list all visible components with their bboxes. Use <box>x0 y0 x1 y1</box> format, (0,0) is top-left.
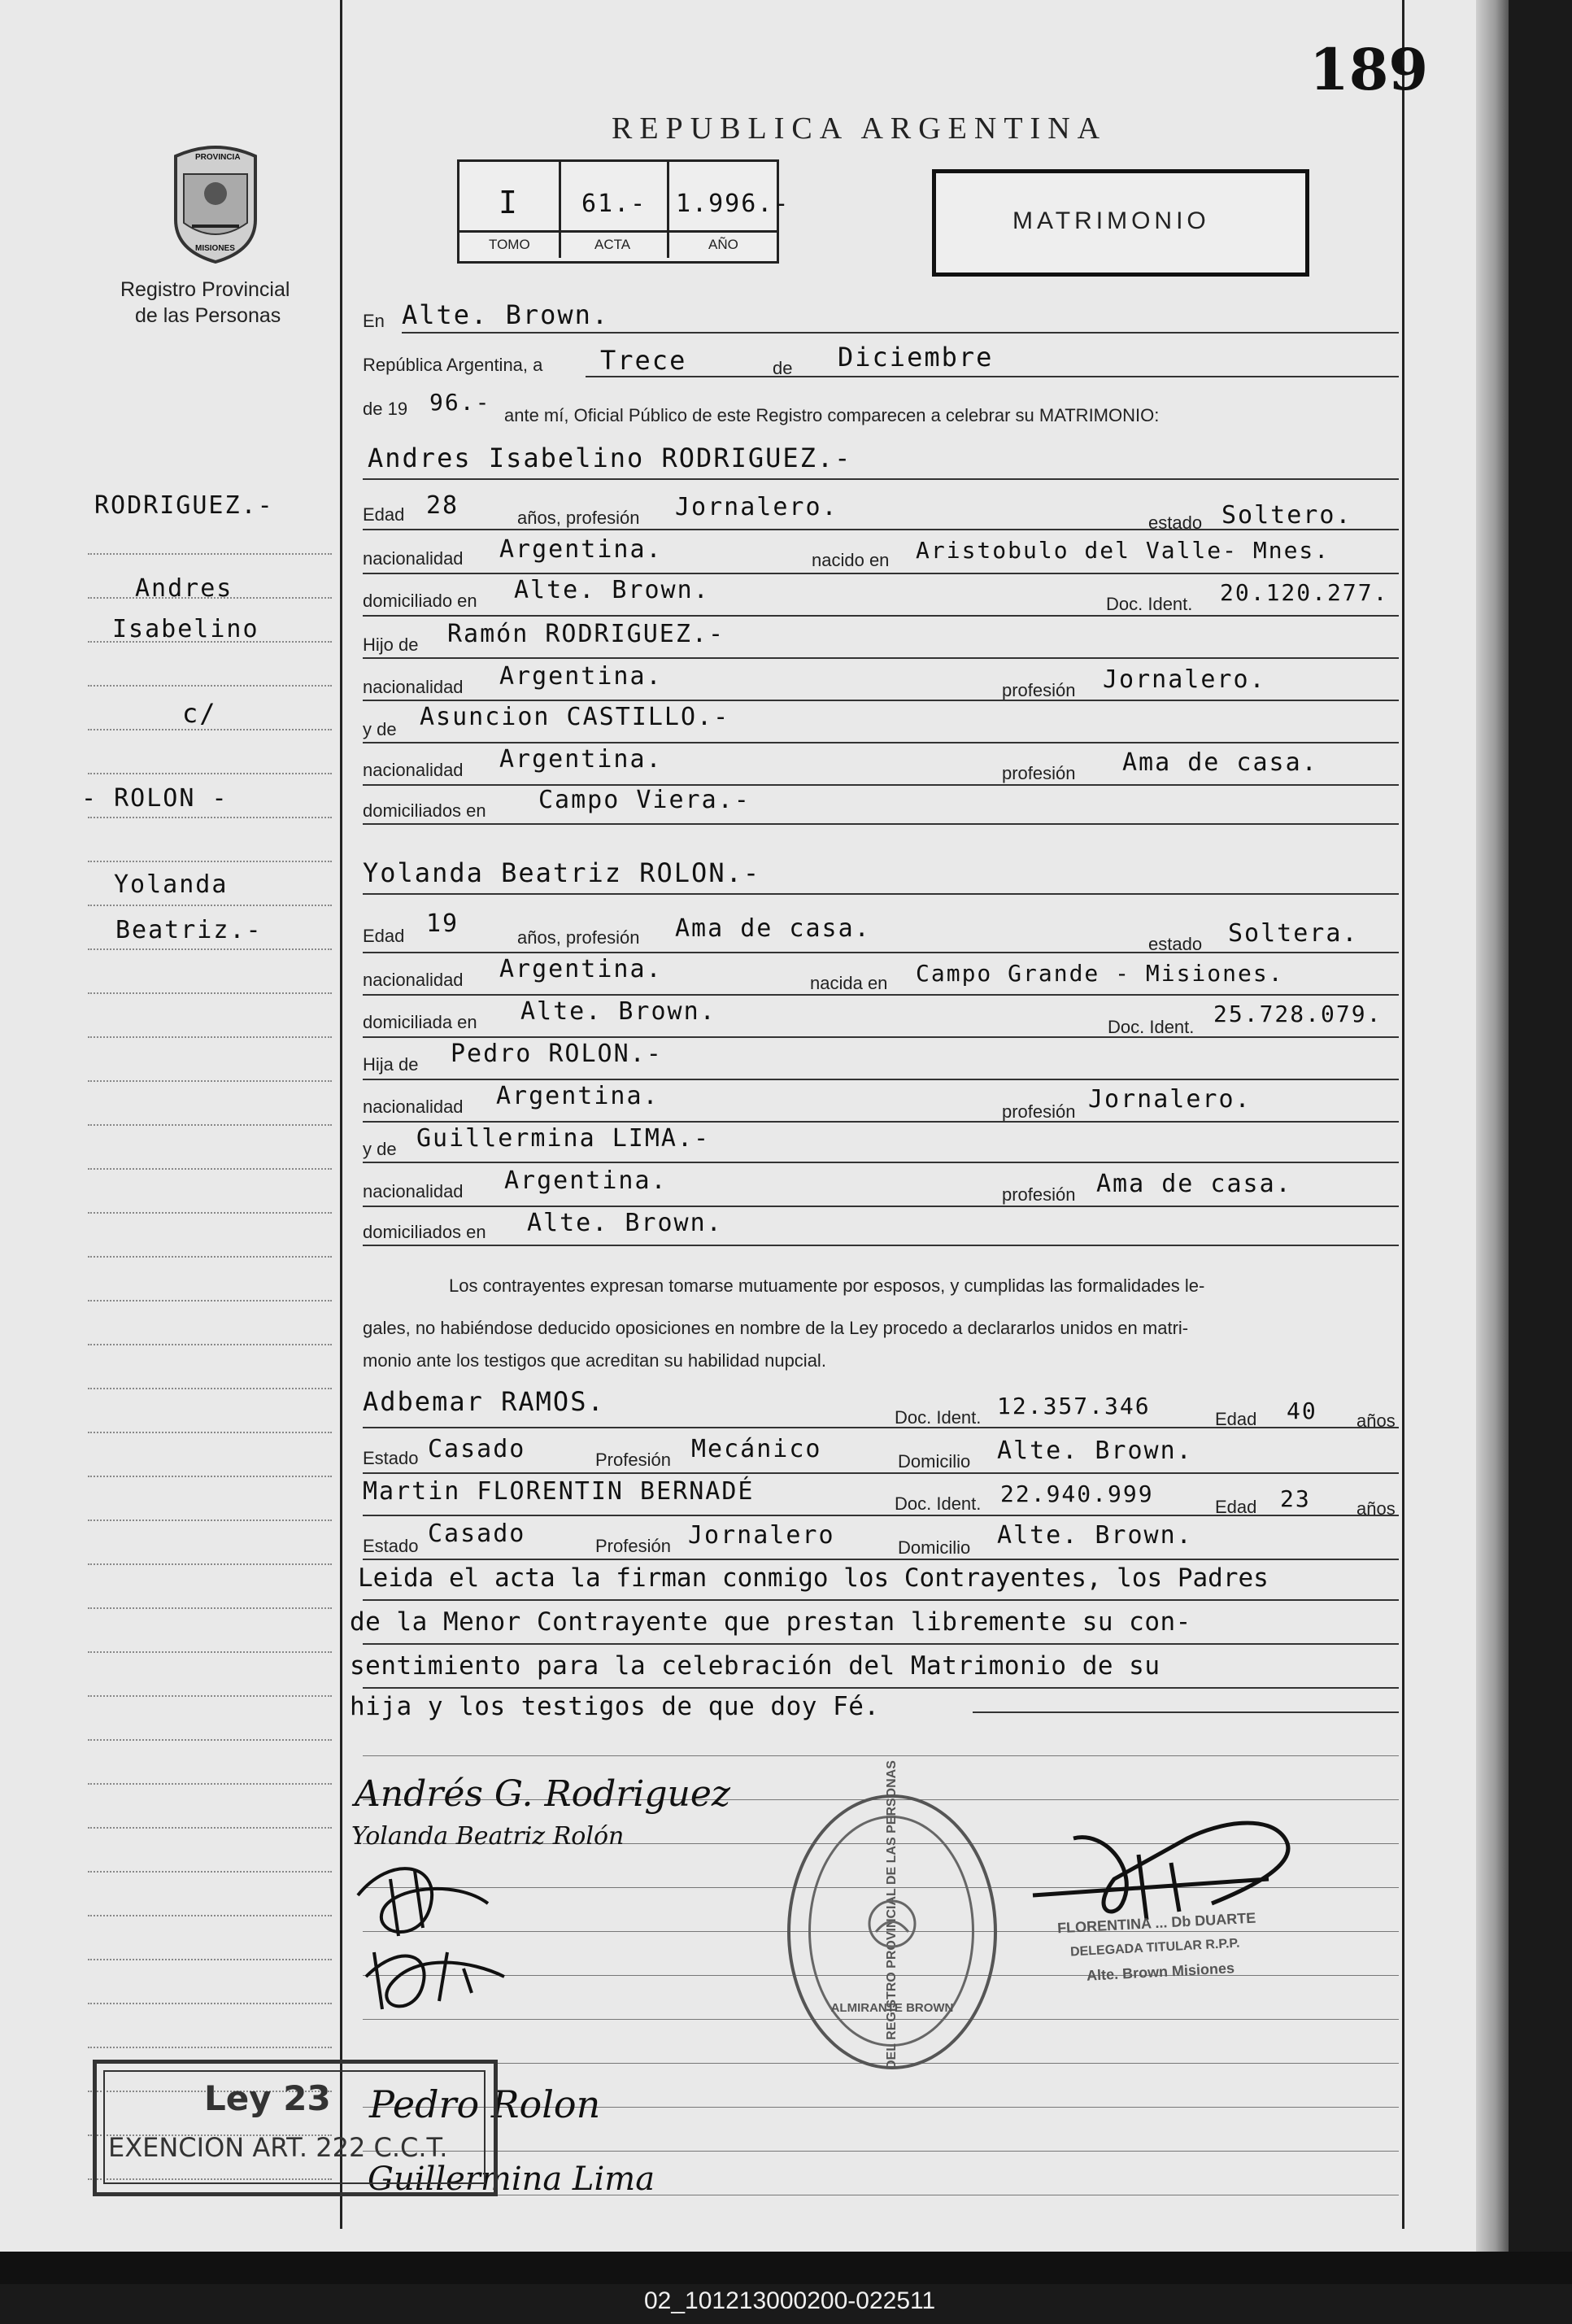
bride-edad-label: Edad <box>363 926 405 946</box>
groom-parents-dom-label: domiciliados en <box>363 800 486 821</box>
bride-domicilio: Alte. Brown. <box>520 997 716 1026</box>
witness1-domicilio-label: Domicilio <box>898 1451 971 1472</box>
groom-mother-prof-label: profesión <box>1002 763 1076 783</box>
groom-father-nac: Argentina. <box>499 662 663 691</box>
closing-line1: Leida el acta la firman conmigo los Contrayentes, los Padres <box>358 1563 1269 1593</box>
groom-nacionalidad: Argentina. <box>499 535 663 564</box>
seal-inner-text: ALMIRANTE BROWN <box>830 2001 954 2015</box>
tomo-label: TOMO <box>489 237 530 252</box>
intro-month: Diciembre <box>838 342 994 373</box>
bride-father: Pedro ROLON.- <box>451 1040 663 1068</box>
registry-seal <box>787 1760 997 2069</box>
groom-father-prof: Jornalero. <box>1103 665 1266 694</box>
bride-doc: 25.728.079. <box>1213 1001 1383 1027</box>
bride-signature: Yolanda Beatriz Rolón <box>351 1822 625 1851</box>
seal-outer-text: DEL REGISTRO PROVINCIAL DE LAS PERSONAS <box>885 1760 899 2069</box>
bride-parents-dom-label: domiciliados en <box>363 1222 486 1242</box>
bride-mother-nac: Argentina. <box>504 1166 668 1195</box>
en-label: En <box>363 311 385 331</box>
registry-line2: de las Personas <box>135 304 281 327</box>
witness2-profesion: Jornalero <box>688 1521 835 1550</box>
formal-line1: Los contrayentes expresan tomarse mutuamente por esposos, y cumplidas las formalidades le- <box>449 1275 1205 1296</box>
witness1-doc-label: Doc. Ident. <box>895 1407 982 1428</box>
bride-nacionalidad: Argentina. <box>499 955 663 983</box>
record-type: MATRIMONIO <box>1012 207 1210 234</box>
bride-nac-label: nacionalidad <box>363 970 464 990</box>
groom-edad: 28 <box>426 491 459 520</box>
ano-label: AÑO <box>708 237 738 252</box>
groom-yde-label: y de <box>363 719 397 739</box>
witness1-name: Adbemar RAMOS. <box>363 1386 605 1417</box>
witness1-estado-label: Estado <box>363 1448 419 1468</box>
witness2-anos-label: años <box>1356 1498 1396 1519</box>
bride-father-prof-label: profesión <box>1002 1101 1076 1122</box>
witness1-estado: Casado <box>428 1435 526 1463</box>
witness1-domicilio: Alte. Brown. <box>997 1437 1193 1465</box>
bride-nacida-label: nacida en <box>810 973 888 993</box>
year-prefix: de 19 <box>363 399 408 419</box>
exemption-line1: Ley 23 <box>204 2078 331 2118</box>
intro-de-label: de <box>773 358 793 378</box>
tomo-acta-ano-box <box>457 159 790 264</box>
registry-line1: Registro Provincial <box>120 278 290 301</box>
bride-mother-nac-label: nacionalidad <box>363 1181 464 1201</box>
bride-father-nac: Argentina. <box>496 1082 660 1110</box>
bride-mother-prof-label: profesión <box>1002 1184 1076 1205</box>
closing-line4: hija y los testigos de que doy Fé. <box>350 1692 880 1721</box>
witness-signature-scribbles <box>342 1847 569 2025</box>
bride-yde-label: y de <box>363 1139 397 1159</box>
acta-label: ACTA <box>594 237 631 252</box>
intro-place: Alte. Brown. <box>402 299 610 330</box>
margin-surname2: - ROLON - <box>81 784 229 813</box>
exemption-line2: EXENCION ART. 222 C.C.T. <box>108 2132 448 2163</box>
margin-given1a: Andres <box>135 574 233 603</box>
groom-mother-nac-label: nacionalidad <box>363 760 464 780</box>
groom-hijo-label: Hijo de <box>363 634 419 655</box>
acta-value: 61.- <box>581 190 647 218</box>
bride-nacida-en: Campo Grande - Misiones. <box>916 960 1284 987</box>
misiones-emblem <box>159 142 272 264</box>
country-title: REPUBLICA ARGENTINA <box>612 111 1108 146</box>
witness1-profesion-label: Profesión <box>595 1450 671 1470</box>
footer-image-id: 02_101213000200-022511 <box>644 2287 936 2314</box>
bride-hija-label: Hija de <box>363 1054 419 1075</box>
groom-full-name: Andres Isabelino RODRIGUEZ.- <box>368 443 852 473</box>
groom-estado-label: estado <box>1148 512 1203 533</box>
groom-domicilio: Alte. Brown. <box>514 576 710 604</box>
witness1-edad-label: Edad <box>1215 1409 1257 1429</box>
groom-mother-nac: Argentina. <box>499 745 663 774</box>
exemption-stamp <box>93 2060 498 2196</box>
witness2-domicilio: Alte. Brown. <box>997 1521 1193 1550</box>
intro-day: Trece <box>600 345 687 376</box>
groom-parents-dom: Campo Viera.- <box>538 786 751 814</box>
bride-edad: 19 <box>426 909 459 938</box>
mother-signature: Guillermina Lima <box>368 2160 655 2198</box>
matrimonio-box <box>932 169 1309 277</box>
witness1-anos-label: años <box>1356 1411 1396 1431</box>
groom-signature: Andrés G. Rodriguez <box>355 1773 731 1815</box>
bride-estado: Soltera. <box>1228 919 1359 948</box>
witness2-doc-label: Doc. Ident. <box>895 1493 982 1514</box>
ano-value: 1.996.- <box>676 190 790 218</box>
bride-father-prof: Jornalero. <box>1088 1085 1252 1114</box>
bride-mother: Guillermina LIMA.- <box>416 1124 711 1153</box>
official-stamp-line3: Alte. Brown Misiones <box>1086 1960 1235 1984</box>
bride-parents-dom: Alte. Brown. <box>527 1209 723 1237</box>
witness2-edad: 23 <box>1280 1485 1311 1512</box>
republica-label: República Argentina, a <box>363 355 543 375</box>
witness2-domicilio-label: Domicilio <box>898 1537 971 1558</box>
bride-estado-label: estado <box>1148 934 1203 954</box>
groom-nac-label: nacionalidad <box>363 548 464 569</box>
official-stamp-line1: FLORENTINA ... Db DUARTE <box>1056 1909 1256 1937</box>
margin-given2a: Yolanda <box>114 870 229 899</box>
groom-estado: Soltero. <box>1221 501 1352 530</box>
witness2-doc: 22.940.999 <box>1000 1480 1154 1507</box>
groom-doc-label: Doc. Ident. <box>1106 594 1193 614</box>
groom-father: Ramón RODRIGUEZ.- <box>447 620 725 648</box>
groom-dom-label: domiciliado en <box>363 591 477 611</box>
witness2-estado-label: Estado <box>363 1536 419 1556</box>
bride-mother-prof: Ama de casa. <box>1096 1170 1292 1198</box>
bottom-band <box>0 2252 1572 2284</box>
emblem-bottom-text: MISIONES <box>195 244 235 253</box>
groom-mother: Asuncion CASTILLO.- <box>420 703 730 731</box>
witness2-estado: Casado <box>428 1520 526 1548</box>
witness2-name: Martin FLORENTIN BERNADÉ <box>363 1477 755 1506</box>
tomo-value: I <box>499 185 519 220</box>
bride-full-name: Yolanda Beatriz ROLON.- <box>363 857 761 888</box>
emblem-top-text: PROVINCIA <box>195 153 241 162</box>
official-stamp-line2: DELEGADA TITULAR R.P.P. <box>1069 1936 1240 1960</box>
groom-doc: 20.120.277. <box>1220 579 1389 606</box>
father-signature: Pedro Rolon <box>369 2082 601 2126</box>
witness2-edad-label: Edad <box>1215 1497 1257 1517</box>
margin-surname1: RODRIGUEZ.- <box>94 491 274 520</box>
groom-father-prof-label: profesión <box>1002 680 1076 700</box>
groom-profesion: Jornalero. <box>675 493 838 521</box>
margin-connector: c/ <box>182 698 217 729</box>
groom-mother-prof: Ama de casa. <box>1122 748 1318 777</box>
margin-given2b: Beatriz.- <box>115 916 263 944</box>
formal-line2: gales, no habiéndose deducido oposiciones en nombre de la Ley procedo a declararlos unidos en matri- <box>363 1318 1189 1338</box>
witness1-doc: 12.357.346 <box>997 1393 1151 1419</box>
bride-anos-profesion-label: años, profesión <box>517 927 640 948</box>
page-number: 189 <box>1309 36 1429 103</box>
witness1-edad: 40 <box>1287 1397 1317 1424</box>
margin-rule-right <box>1402 0 1404 2229</box>
groom-edad-label: Edad <box>363 504 405 525</box>
groom-anos-profesion-label: años, profesión <box>517 508 640 528</box>
closing-line2: de la Menor Contrayente que prestan libremente su con- <box>350 1607 1191 1637</box>
bride-father-nac-label: nacionalidad <box>363 1097 464 1117</box>
bride-doc-label: Doc. Ident. <box>1108 1017 1195 1037</box>
groom-nacido-label: nacido en <box>812 550 890 570</box>
groom-father-nac-label: nacionalidad <box>363 677 464 697</box>
intro-year: 96.- <box>429 389 491 416</box>
intro-declaration: ante mí, Oficial Público de este Registro comparecen a celebrar su MATRIMONIO: <box>504 405 1160 425</box>
witness1-profesion: Mecánico <box>691 1435 822 1463</box>
formal-line3: monio ante los testigos que acreditan su habilidad nupcial. <box>363 1350 826 1371</box>
page-edge <box>1476 0 1509 2252</box>
bride-profesion: Ama de casa. <box>675 914 871 943</box>
bride-dom-label: domiciliada en <box>363 1012 477 1032</box>
margin-given1b: Isabelino <box>112 615 259 643</box>
closing-line3: sentimiento para la celebración del Matrimonio de su <box>350 1651 1160 1681</box>
witness2-profesion-label: Profesión <box>595 1536 671 1556</box>
groom-nacido-en: Aristobulo del Valle- Mnes. <box>916 537 1330 564</box>
seal-emblem-icon <box>864 1895 921 1952</box>
